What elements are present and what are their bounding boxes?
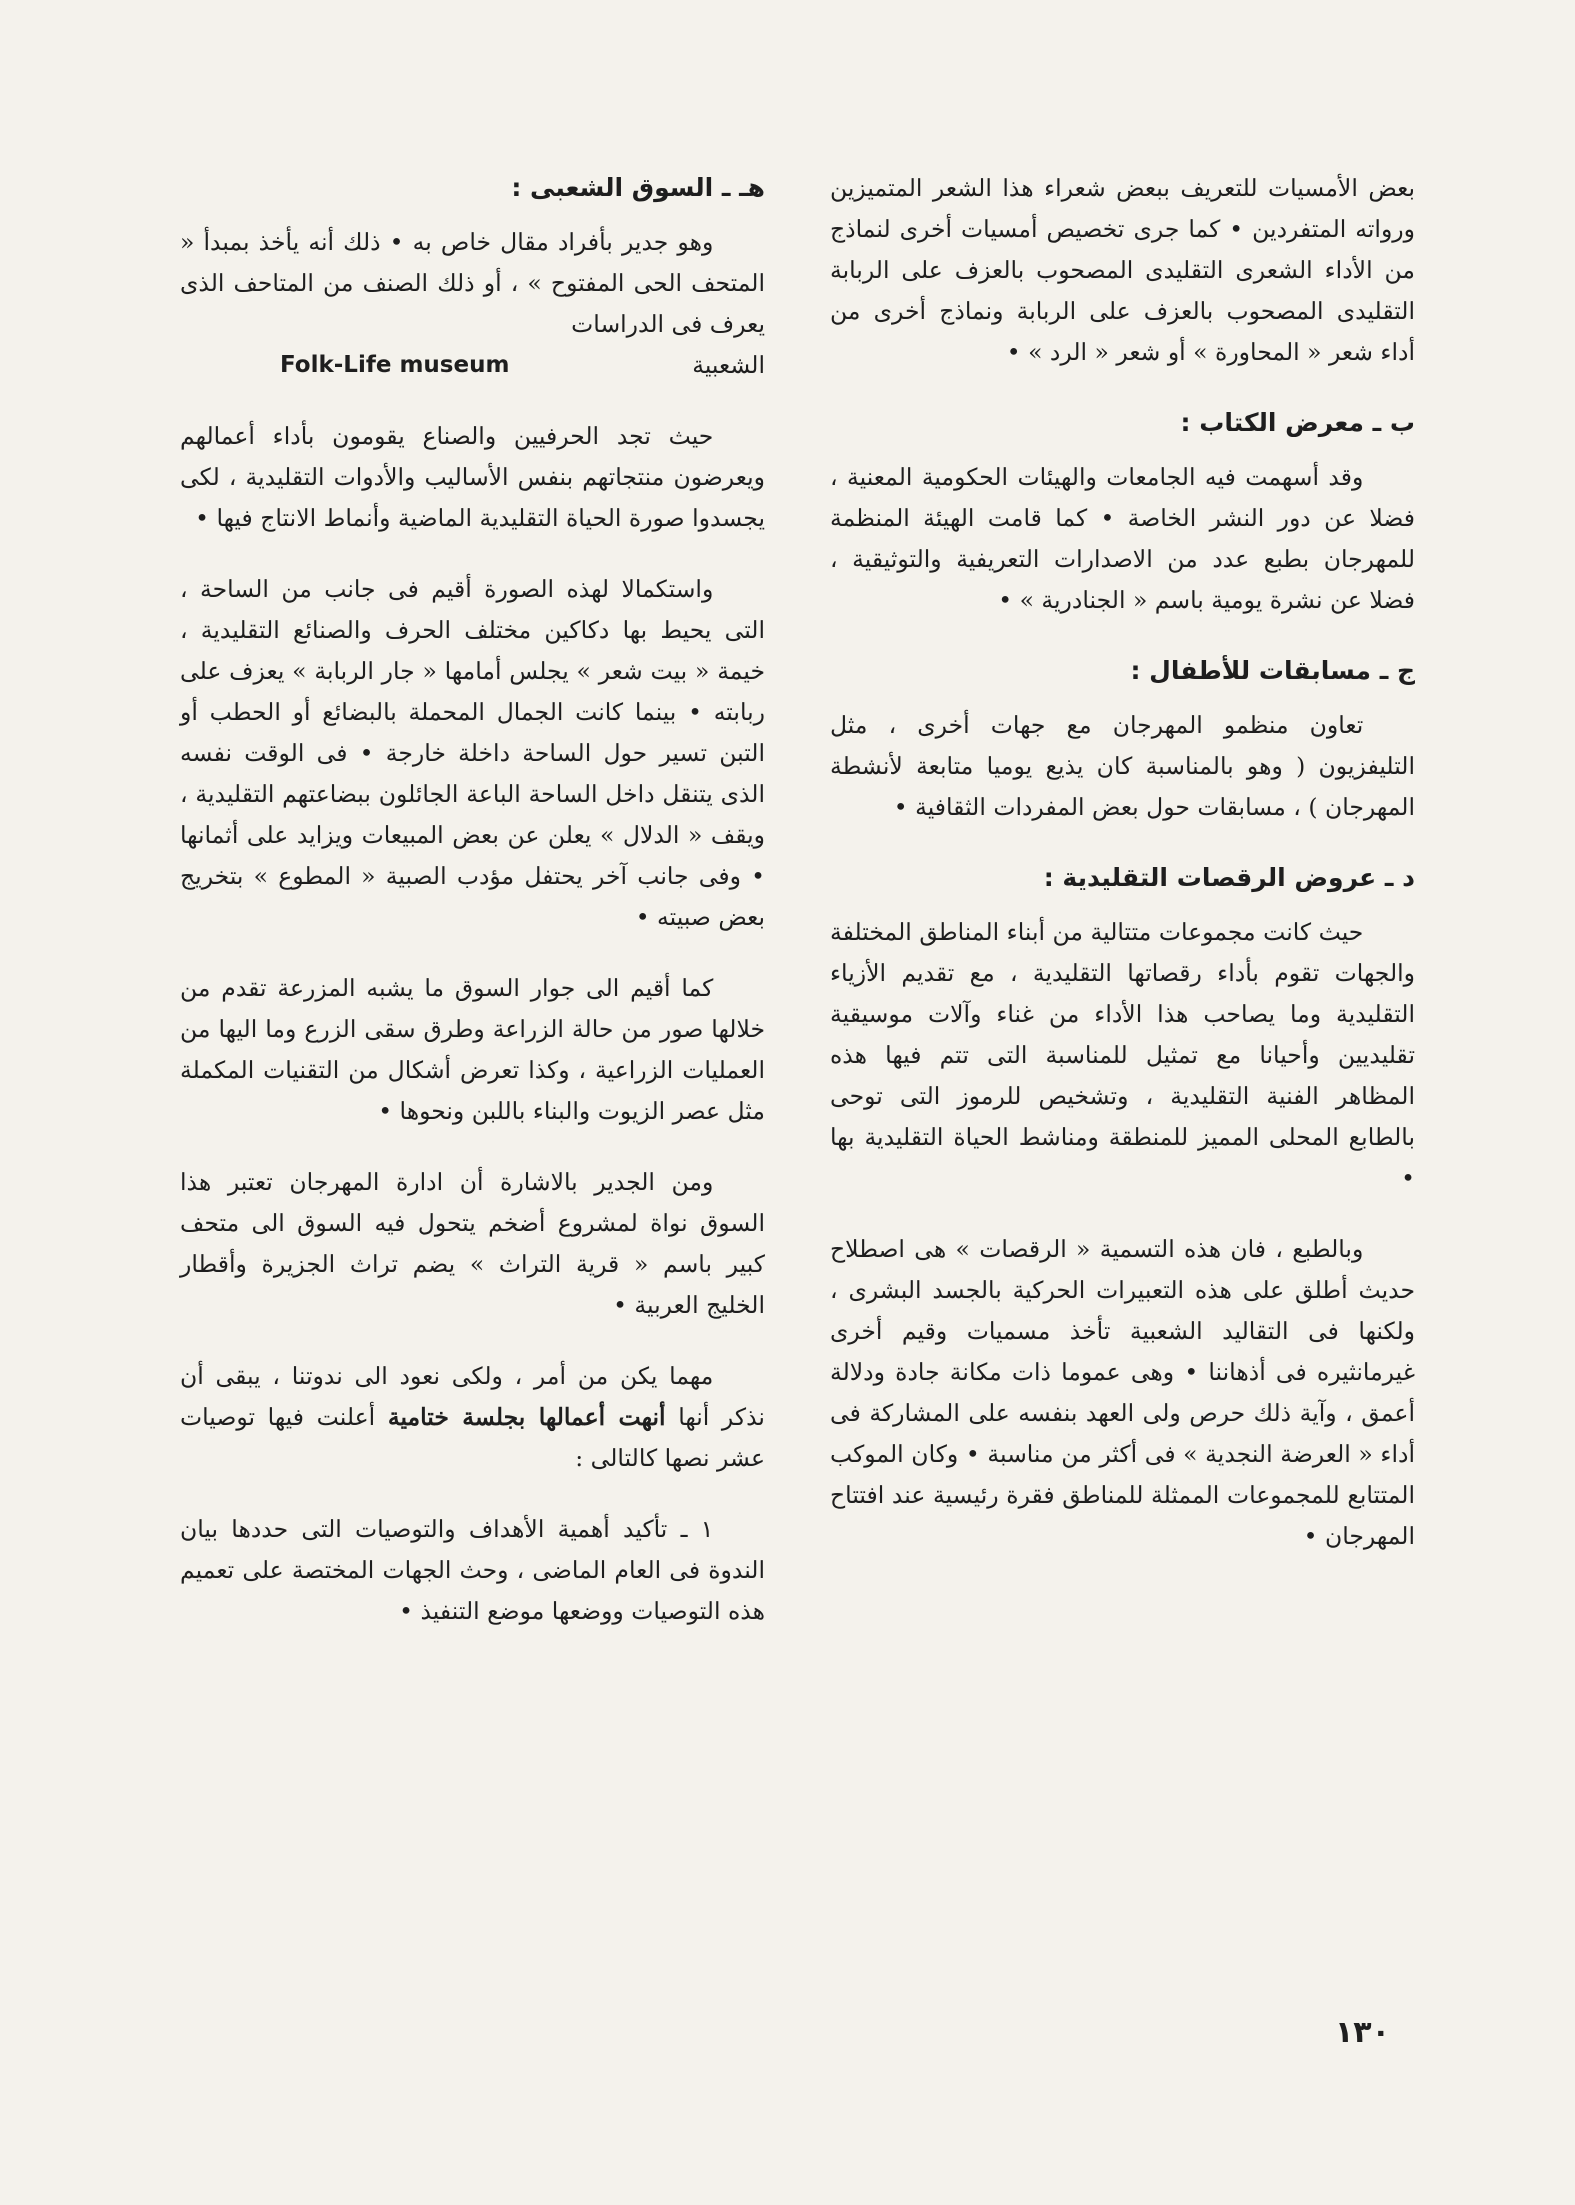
folk-word: الشعبية bbox=[692, 351, 765, 379]
heading-folk-market: هـ ـ السوق الشعبى : bbox=[511, 173, 765, 202]
heading-traditional-dances: د ـ عروض الرقصات التقليدية : bbox=[1043, 863, 1415, 892]
heading-children-competitions: ج ـ مسابقات للأطفال : bbox=[1130, 656, 1415, 685]
left-column bbox=[180, 168, 765, 1662]
paragraph-folk-market-4: كما أقيم الى جوار السوق ما يشبه المزرعة تقدم من خلالها صور من حالة الزراعة وطرق سقى الزرع وما اليها من العمليات الزراعية ، وكذا تعرض أشكال من التقنيات المكملة مثل عصر الزيوت والبناء باللبن ونحوها • bbox=[180, 974, 765, 1125]
paragraph-traditional-dances: حيث كانت مجموعات متتالية من أبناء المناطق المختلفة والجهات تقوم بأداء رقصاتها التقليدية ، مع تقديم الأزياء التقليدية وما يصاحب هذا الأداء من غناء وآلات موسيقية تقليديين وأحيانا مع تمثيل للمناسبة التى تتم فيها هذه المظاهر الفنية التقليدية ، وتشخيص للرموز التى توحى بالطابع المحلى المميز للمنطقة ومناشط الحياة التقليدية بها • bbox=[830, 918, 1415, 1192]
folk-life-line bbox=[180, 345, 765, 386]
paragraph-book-fair: وقد أسهمت فيه الجامعات والهيئات الحكومية المعنية ، فضلا عن دور النشر الخاصة • كما قامت الهيئة المنظمة للمهرجان بطبع عدد من الاصدارات التعريفية والتوثيقية ، فضلا عن نشرة يومية باسم « الجنادرية » • bbox=[830, 463, 1415, 614]
closing-session-end: أعلنت فيها توصيات عشر نصها كالتالى : bbox=[180, 1403, 765, 1472]
paragraph-closing-session bbox=[180, 1356, 765, 1479]
right-column bbox=[830, 168, 1415, 1587]
closing-session-bold: أنهت أعمالها بجلسة ختامية bbox=[387, 1403, 666, 1431]
paragraph-dances-naming: وبالطبع ، فان هذه التسمية « الرقصات » هى اصطلاح حديث أطلق على هذه التعبيرات الحركية بالجسد البشرى ، ولكنها فى التقاليد الشعبية تأخذ مسميات وقيم أخرى غيرمانثيره فى أذهاننا • وهى عموما ذات مكانة جادة ودلالة أعمق ، وآية ذلك حرص ولى العهد بنفسه على المشاركة فى أداء « العرضة النجدية » فى أكثر من مناسبة • وكان الموكب المتتابع للمجموعات الممثلة للمناطق فقرة رئيسية عند افتتاح المهرجان • bbox=[830, 1235, 1415, 1550]
page-number: ١٣٠ bbox=[1335, 2015, 1390, 2050]
heading-book-fair: ب ـ معرض الكتاب : bbox=[1180, 408, 1415, 437]
folk-life-museum-term: Folk-Life museum bbox=[280, 352, 510, 378]
paragraph-folk-market-3: واستكمالا لهذه الصورة أقيم فى جانب من الساحة ، التى يحيط بها دكاكين مختلف الحرف والصنائع التقليدية ، خيمة « بيت شعر » يجلس أمامها « جار الربابة » يعزف على ربابته • بينما كانت الجمال المحملة بالبضائع أو الحطب أو التبن تسير حول الساحة داخلة خارجة • فى الوقت نفسه الذى يتنقل داخل الساحة الباعة الجائلون ببضاعتهم التقليدية ، ويقف « الدلال » يعلن عن بعض المبيعات ويزايد على أثمانها • وفى جانب آخر يحتفل مؤدب الصبية « المطوع » بتخريج بعض صبيته • bbox=[180, 575, 765, 931]
paragraph-folk-market-2: حيث تجد الحرفيين والصناع يقومون بأداء أعمالهم ويعرضون منتجاتهم بنفس الأساليب والأدوات التقليدية ، لكى يجسدوا صورة الحياة التقليدية الماضية وأنماط الانتاج فيها • bbox=[180, 422, 765, 532]
paragraph-intro: بعض الأمسيات للتعريف ببعض شعراء هذا الشعر المتميزين ورواته المتفردين • كما جرى تخصيص أمسيات أخرى لنماذج من الأداء الشعرى التقليدى المصحوب بالعزف على الربابة التقليدى المصحوب بالعزف على الربابة ونماذج أخرى من أداء شعر « المحاورة » أو شعر « الرد » • bbox=[830, 174, 1415, 366]
closing-session-start: مهما يكن من أمر ، ولكى نعود الى ندوتنا ، يبقى أن نذكر أنها bbox=[180, 1362, 765, 1431]
paragraph-folk-market-5: ومن الجدير بالاشارة أن ادارة المهرجان تعتبر هذا السوق نواة لمشروع أضخم يتحول فيه السوق الى متحف كبير باسم « قرية التراث » يضم تراث الجزيرة وأقطار الخليج العربية • bbox=[180, 1168, 765, 1319]
paragraph-children-competitions: تعاون منظمو المهرجان مع جهات أخرى ، مثل التليفزيون ( وهو بالمناسبة كان يذيع يوميا متابعة لأنشطة المهرجان ) ، مسابقات حول بعض المفردات الثقافية • bbox=[830, 711, 1415, 821]
paragraph-folk-market-1: وهو جدير بأفراد مقال خاص به • ذلك أنه يأخذ بمبدأ « المتحف الحى المفتوح » ، أو ذلك الصنف من المتاحف الذى يعرف فى الدراسات bbox=[180, 228, 765, 338]
paragraph-recommendation-1: ١ ـ تأكيد أهمية الأهداف والتوصيات التى حددها بيان الندوة فى العام الماضى ، وحث الجهات المختصة على تعميم هذه التوصيات ووضعها موضع التنفيذ • bbox=[180, 1515, 765, 1625]
